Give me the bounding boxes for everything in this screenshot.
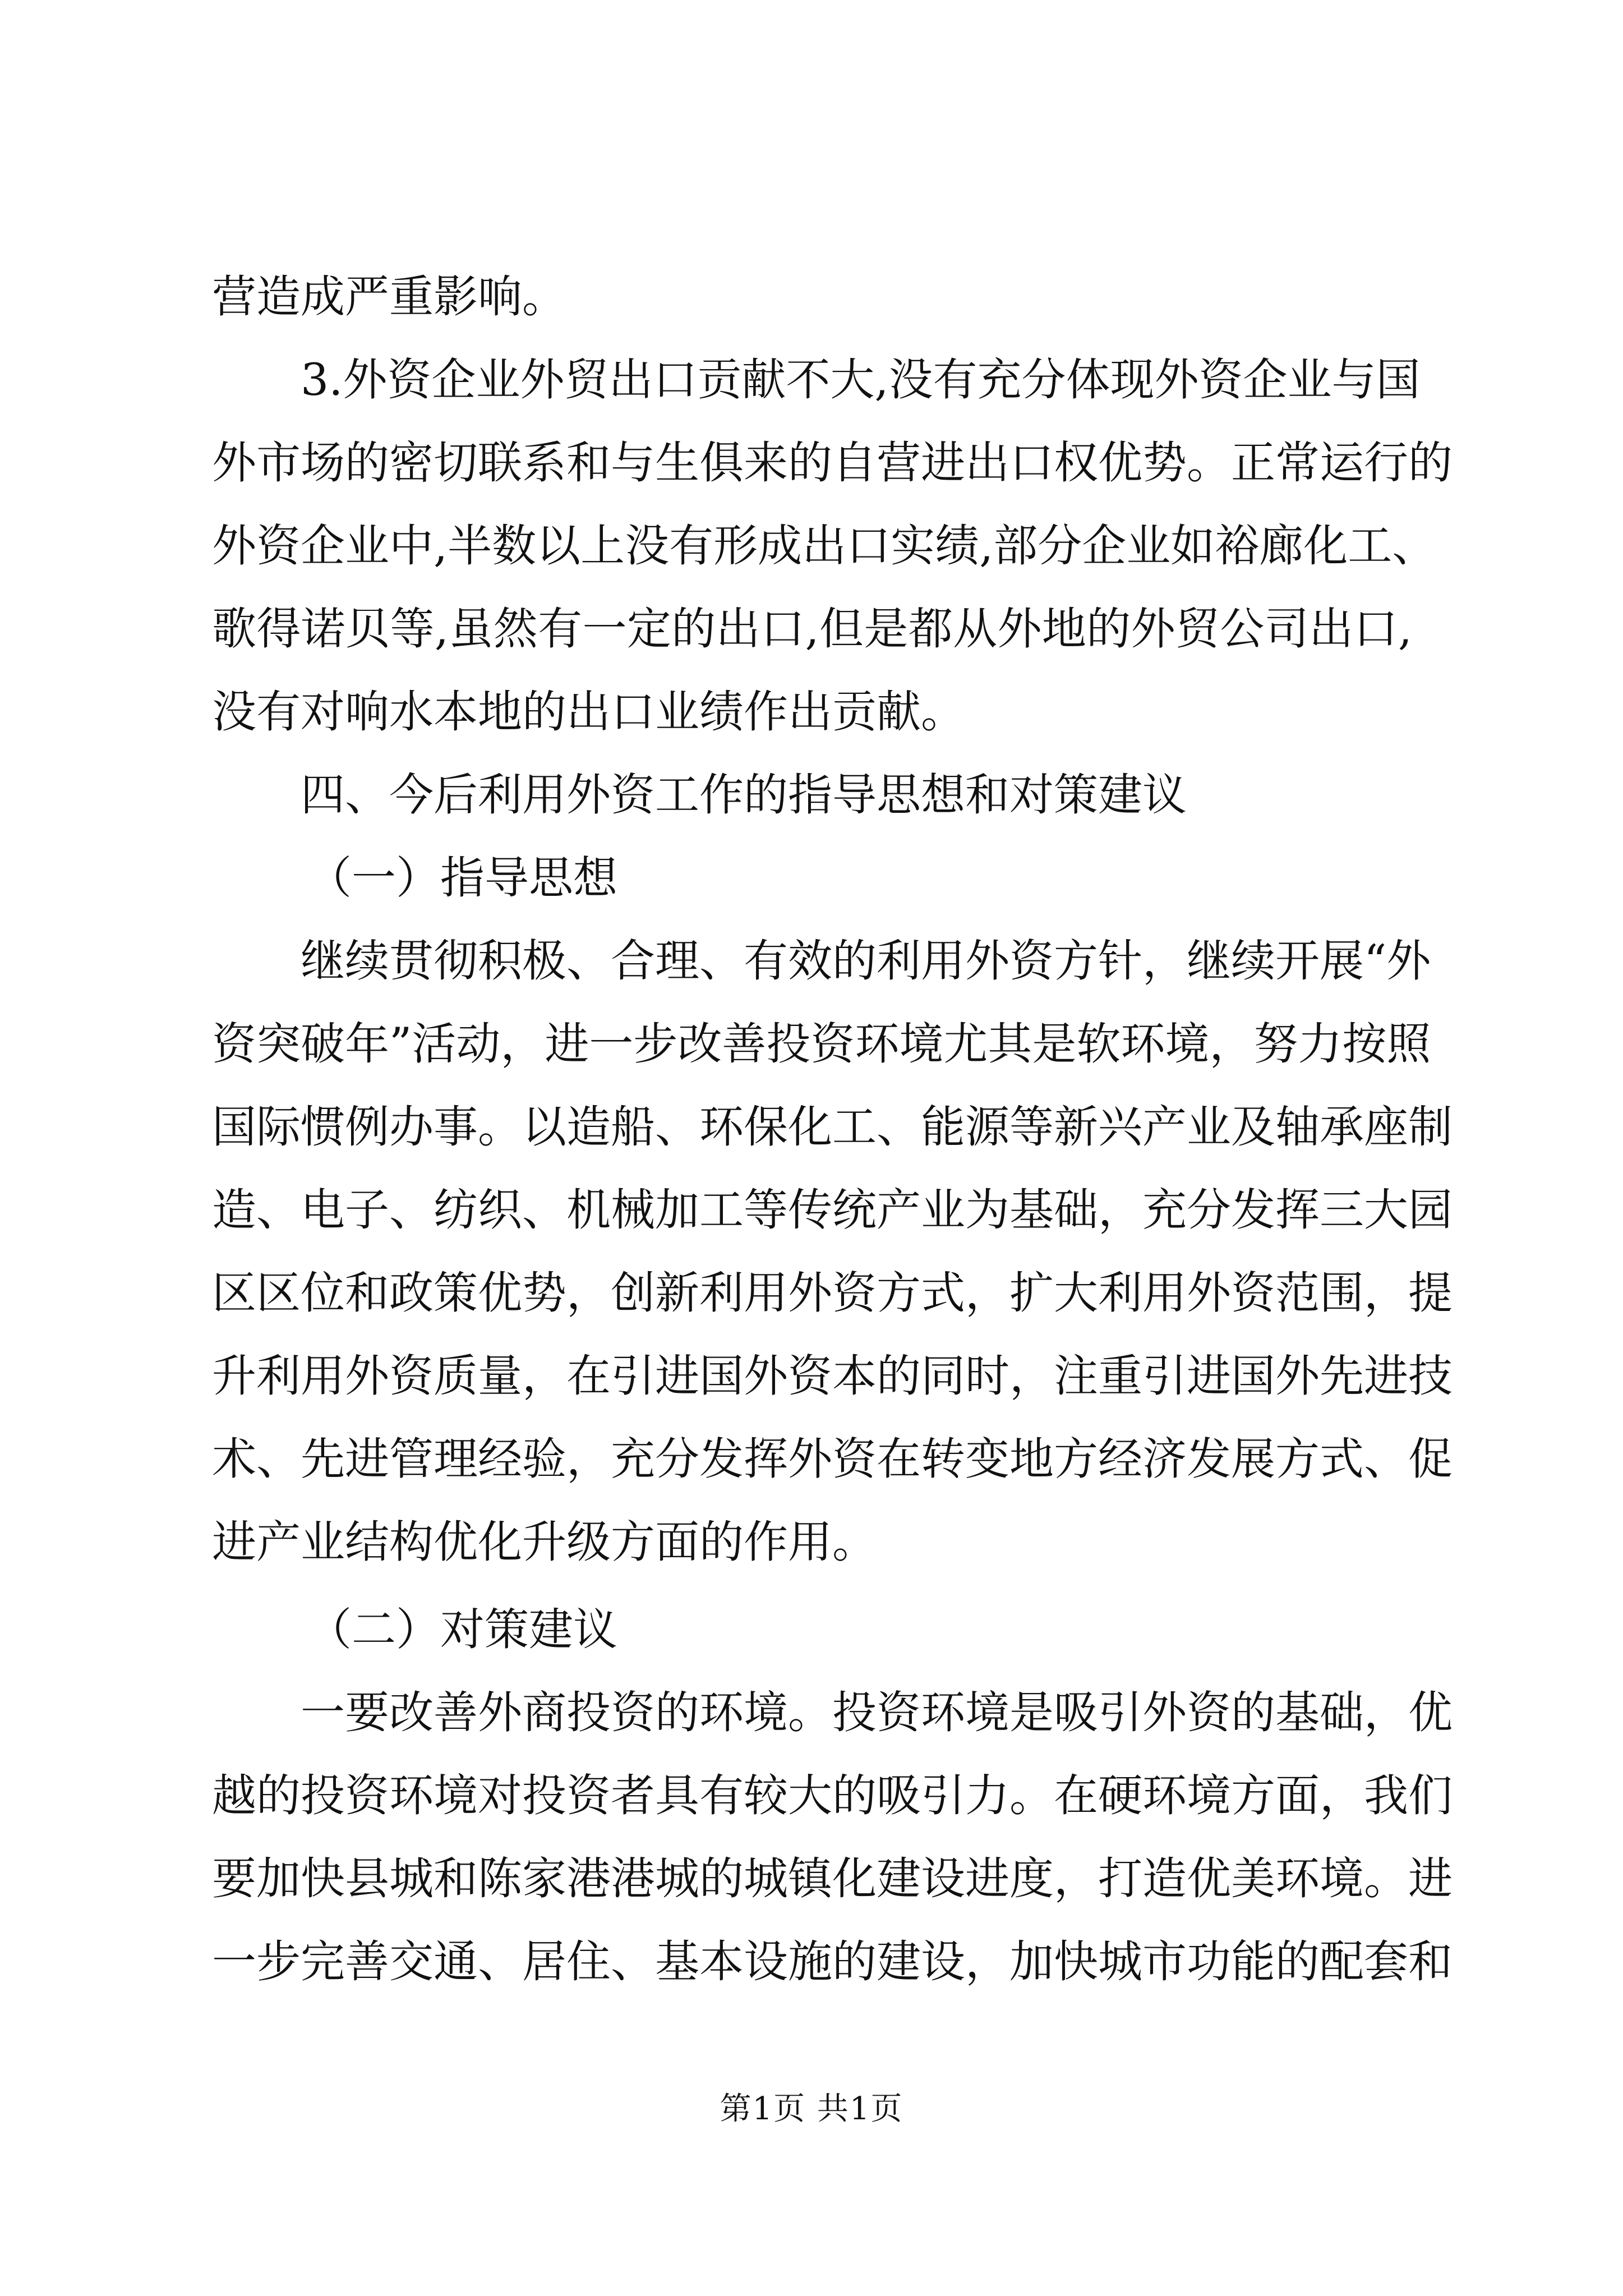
text-line: 区区位和政策优势，创新利用外资方式，扩大利用外资范围，提: [212, 1267, 1453, 1319]
text-line: 造、电子、纺织、机械加工等传统产业为基础，充分发挥三大园: [212, 1184, 1453, 1236]
text-line: 升利用外资质量，在引进国外资本的同时，注重引进国外先进技: [212, 1350, 1453, 1402]
text-line: 越的投资环境对投资者具有较大的吸引力。在硬环境方面，我们: [212, 1770, 1453, 1821]
text-line: 歌得诺贝等,虽然有一定的出口,但是都从外地的外贸公司出口,: [212, 603, 1412, 655]
text-line: 进产业结构优化升级方面的作用。: [212, 1516, 877, 1568]
text-line: 一要改善外商投资的环境。投资环境是吸引外资的基础，优: [301, 1687, 1453, 1738]
text-line: 没有对响水本地的出口业绩作出贡献。: [212, 686, 965, 738]
text-line: 3.外资企业外贸出口贡献不大,没有充分体现外资企业与国: [301, 354, 1421, 406]
text-line: 外资企业中,半数以上没有形成出口实绩,部分企业如裕廊化工、: [212, 520, 1437, 572]
page-footer: 第1页 共1页: [720, 2091, 903, 2127]
text-line: 继续贯彻积极、合理、有效的利用外资方针，继续开展“外: [301, 935, 1431, 987]
subsection-heading: （二）对策建议: [307, 1604, 617, 1655]
text-line: 一步完善交通、居住、基本设施的建设，加快城市功能的配套和: [212, 1936, 1453, 1987]
subsection-heading: （一）指导思想: [307, 852, 617, 904]
section-heading: 四、今后利用外资工作的指导思想和对策建议: [301, 769, 1187, 821]
text-line: 外市场的密切联系和与生俱来的自营进出口权优势。正常运行的: [212, 437, 1453, 489]
text-line: 要加快县城和陈家港港城的城镇化建设进度，打造优美环境。进: [212, 1853, 1453, 1904]
text-line: 术、先进管理经验，充分发挥外资在转变地方经济发展方式、促: [212, 1433, 1453, 1485]
text-line: 营造成严重影响。: [212, 271, 566, 323]
document-body: [212, 255, 1453, 2003]
text-line: 国际惯例办事。以造船、环保化工、能源等新兴产业及轴承座制: [212, 1101, 1453, 1153]
text-line: 资突破年”活动，进一步改善投资环境尤其是软环境，努力按照: [212, 1018, 1431, 1070]
